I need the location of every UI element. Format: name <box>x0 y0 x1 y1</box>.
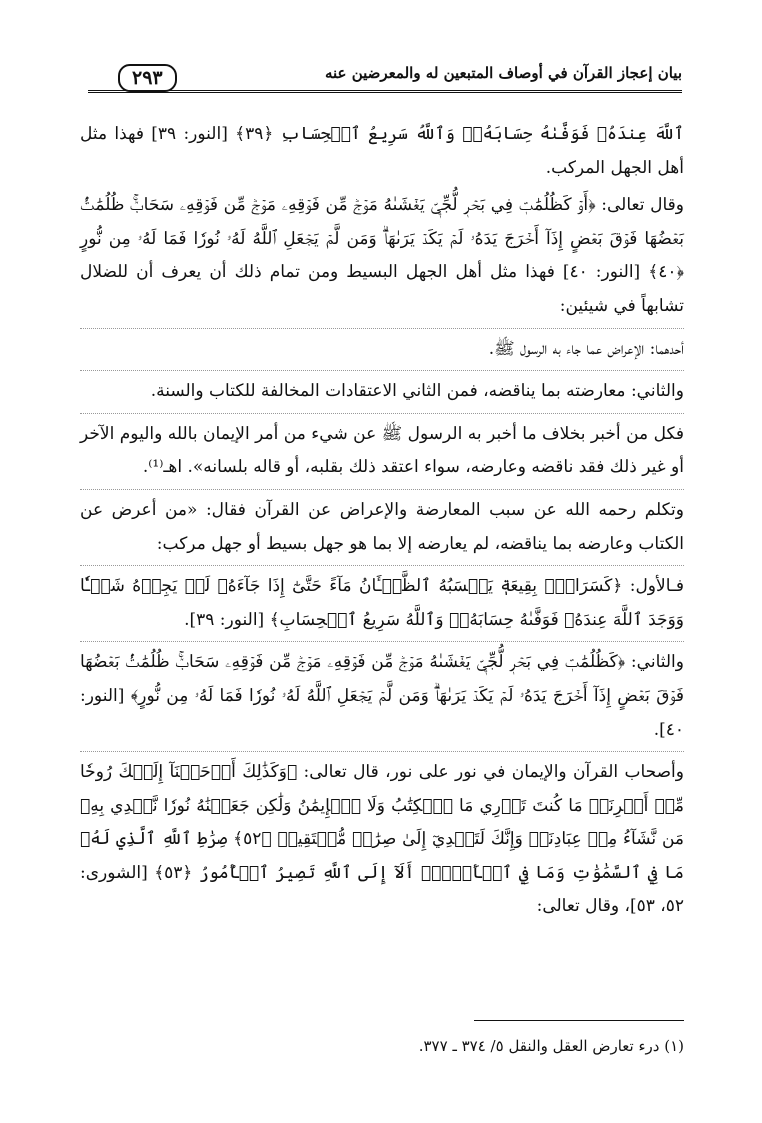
paragraph: فـالأول: ﴿كَسَرَابِۭ بِقِيعَةٖ يَحۡسَبُهُ ٱلظَّمۡـَٔانُ مَآءً حَتَّىٰٓ إِذَا جَآءَهُۥ لَمۡ يَجِدۡهُ شَيۡـٔٗا وَوَجَدَ ٱللَّهَ عِندَهُۥ فَوَفَّىٰهُ حِسَابَهُۥۗ وَٱللَّهُ سَرِيعُ ٱلۡحِسَابِ﴾ [النور: ٣٩]. <box>80 576 684 630</box>
section-divider <box>80 413 684 414</box>
page-number: ٢٩٣ <box>118 64 177 92</box>
section-divider <box>80 370 684 371</box>
section-divider <box>80 565 684 566</box>
section-divider <box>80 489 684 490</box>
page-header <box>88 62 682 104</box>
paragraph: أحدهما: الإعراض عما جاء به الرسول ﷺ. <box>488 338 684 359</box>
running-title: بيان إعجاز القرآن في أوصاف المتبعين له والمعرضين عنه <box>324 64 682 82</box>
footnote: (١) درء تعارض العقل والنقل ٥/ ٣٧٤ ـ ٣٧٧. <box>418 1037 684 1055</box>
paragraph: فكل من أخبر بخلاف ما أخبر به الرسول ﷺ عن شيء من أمر الإيمان بالله واليوم الآخر أو غير ذلك فقد ناقضه وعارضه، سواء اعتقد ذلك بقلبه، أو قاله بلسانه». اهـ⁽¹⁾. <box>80 423 684 478</box>
section-divider <box>80 641 684 642</box>
paragraph: وتكلم رحمه الله عن سبب المعارضة والإعراض عن القرآن فقال: «من أعرض عن الكتاب وعارضه بما يناقضه، لم يعارضه إلا بما هو جهل بسيط أو جهل مركب: <box>80 499 684 554</box>
paragraph: والثاني: معارضته بما يناقضه، فمن الثاني الاعتقادات المخالفة للكتاب والسنة. <box>150 381 684 402</box>
body-text <box>80 118 684 928</box>
paragraph: وأصحاب القرآن والإيمان في نور على نور، قال تعالى: ﴿وَكَذَٰلِكَ أَوۡحَيۡنَآ إِلَيۡكَ رُوحٗا مِّنۡ أَمۡرِنَاۚ مَا كُنتَ تَدۡرِي مَا ٱلۡكِتَٰبُ وَلَا ٱلۡإِيمَٰنُ وَلَٰكِن جَعَلۡنَٰهُ نُورٗا نَّهۡدِي بِهِۦ مَن نَّشَآءُ مِنۡ عِبَادِنَاۚ وَإِنَّكَ لَتَهۡدِيٓ إِلَىٰ صِرَٰطٖ مُّسۡتَقِيمٖ ﴿٥٢﴾ صِرَٰطِ ٱللَّهِ ٱلَّذِي لَهُۥ مَا فِي ٱلسَّمَٰوَٰتِ وَمَا فِي ٱلۡأَرۡضِۗ أَلَآ إِلَى ٱللَّهِ تَصِيرُ ٱلۡأُمُورُ ﴿٥٣﴾ [الشورى: ٥٢، ٥٣]، وقال تعالى: <box>80 762 684 917</box>
paragraph: ٱللَّهَ عِندَهُۥ فَوَفَّىٰهُ حِسَابَهُۥۗ وَٱللَّهُ سَرِيعُ ٱلۡحِسَابِ ﴿٣٩﴾ [النور: ٣٩] فهذا مثل أهل الجهل المركب. <box>80 124 684 178</box>
section-divider <box>80 328 684 329</box>
paragraph: وقال تعالى: ﴿أَوۡ كَظُلُمَٰتٖ فِي بَحۡرٖ لُّجِّيّٖ يَغۡشَىٰهُ مَوۡجٞ مِّن فَوۡقِهِۦ مَوۡجٞ مِّن فَوۡقِهِۦ سَحَابٞۚ ظُلُمَٰتُۢ بَعۡضُهَا فَوۡقَ بَعۡضٍ إِذَآ أَخۡرَجَ يَدَهُۥ لَمۡ يَكَدۡ يَرَىٰهَاۗ وَمَن لَّمۡ يَجۡعَلِ ٱللَّهُ لَهُۥ نُورٗا فَمَا لَهُۥ مِن نُّورٍ ﴿٤٠﴾ [النور: ٤٠] فهذا مثل أهل الجهل البسيط ومن تمام ذلك أن يعرف أن للضلال تشابهاً في شيئين: <box>80 195 684 316</box>
paragraph: والثاني: ﴿كَظُلُمَٰتٖ فِي بَحۡرٖ لُّجِّيّٖ يَغۡشَىٰهُ مَوۡجٞ مِّن فَوۡقِهِۦ مَوۡجٞ مِّن فَوۡقِهِۦ سَحَابٞۚ ظُلُمَٰتُۢ بَعۡضُهَا فَوۡقَ بَعۡضٍ إِذَآ أَخۡرَجَ يَدَهُۥ لَمۡ يَكَدۡ يَرَىٰهَاۗ وَمَن لَّمۡ يَجۡعَلِ ٱللَّهُ لَهُۥ نُورٗا فَمَا لَهُۥ مِن نُّورٍ﴾ [النور: ٤٠]. <box>80 652 684 740</box>
footnote-rule <box>474 1020 684 1021</box>
header-rule <box>88 90 682 93</box>
section-divider <box>80 751 684 752</box>
